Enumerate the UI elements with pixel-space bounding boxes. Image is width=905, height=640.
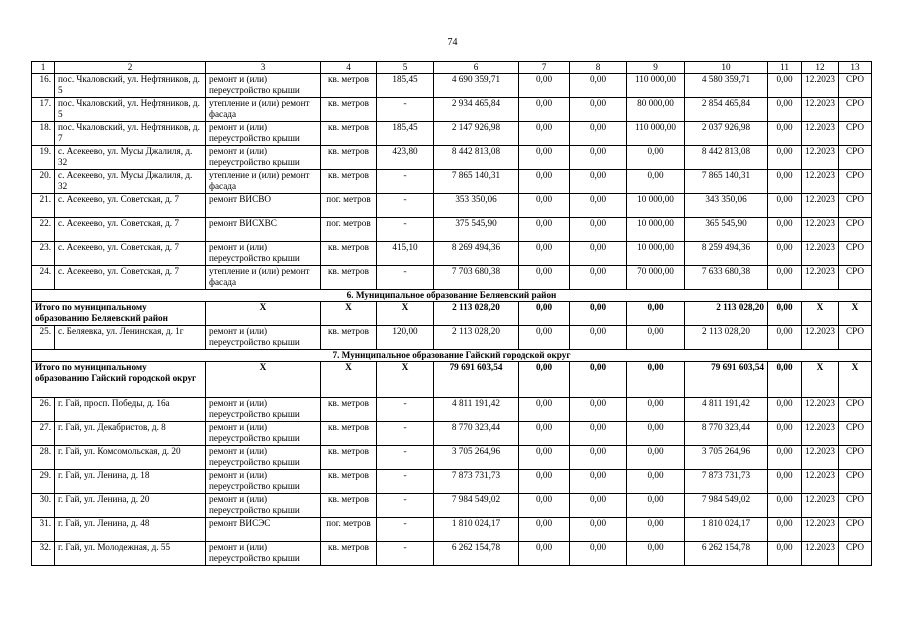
table-cell: утепление и (или) ремонт фасада (206, 170, 321, 194)
table-cell: - (377, 470, 434, 494)
column-number: 5 (377, 62, 434, 74)
table-cell: 415,10 (377, 242, 434, 266)
table-cell: с. Асекеево, ул. Мусы Джалиля, д. 32 (55, 170, 206, 194)
table-cell: 4 811 191,42 (434, 398, 519, 422)
table-cell: СРО (839, 170, 872, 194)
subtotal-cell: 79 691 603,54 (685, 362, 768, 398)
table-cell: 0,00 (519, 518, 570, 542)
subtotal-cell: 0,00 (768, 362, 802, 398)
table-cell: 0,00 (570, 542, 627, 566)
table-cell: СРО (839, 122, 872, 146)
table-cell: пог. метров (321, 194, 377, 218)
table-cell: 10 000,00 (627, 194, 685, 218)
table-cell: с. Асекеево, ул. Советская, д. 7 (55, 218, 206, 242)
table-cell: 4 811 191,42 (685, 398, 768, 422)
table-cell: 0,00 (519, 170, 570, 194)
table-cell: 0,00 (768, 146, 802, 170)
table-cell: пос. Чкаловский, ул. Нефтяников, д. 7 (55, 122, 206, 146)
table-cell: 0,00 (627, 494, 685, 518)
table-cell: СРО (839, 218, 872, 242)
table-cell: с. Асекеево, ул. Советская, д. 7 (55, 194, 206, 218)
table-cell: 0,00 (570, 494, 627, 518)
table-cell: утепление и (или) ремонт фасада (206, 266, 321, 290)
table-cell: ремонт и (или) переустройство крыши (206, 326, 321, 350)
table-cell: 0,00 (519, 542, 570, 566)
table-cell: 120,00 (377, 326, 434, 350)
subtotal-cell: 0,00 (570, 302, 627, 326)
table-cell: пог. метров (321, 218, 377, 242)
section-header (32, 350, 872, 362)
table-cell: 0,00 (768, 242, 802, 266)
column-number: 13 (839, 62, 872, 74)
table-cell: 12.2023 (802, 266, 839, 290)
table-cell: ремонт ВИСХВС (206, 218, 321, 242)
table-cell: 32. (32, 542, 55, 566)
table-cell: 12.2023 (802, 326, 839, 350)
table-cell: СРО (839, 146, 872, 170)
table-cell: 0,00 (627, 470, 685, 494)
table-cell: СРО (839, 422, 872, 446)
table-cell: 185,45 (377, 74, 434, 98)
table-cell: 8 259 494,36 (685, 242, 768, 266)
table-cell: 0,00 (519, 422, 570, 446)
table-row (32, 74, 872, 98)
table-cell: 29. (32, 470, 55, 494)
table-cell: 20. (32, 170, 55, 194)
table-cell: - (377, 98, 434, 122)
table-cell: пог. метров (321, 518, 377, 542)
table-cell: СРО (839, 98, 872, 122)
table-cell: 2 113 028,20 (685, 326, 768, 350)
table-cell: 0,00 (768, 398, 802, 422)
table-cell: 0,00 (768, 266, 802, 290)
table-cell: 8 770 323,44 (434, 422, 519, 446)
table-row (32, 146, 872, 170)
table-cell: кв. метров (321, 398, 377, 422)
table-cell: 12.2023 (802, 146, 839, 170)
table-cell: 23. (32, 242, 55, 266)
page-number: 74 (447, 37, 458, 48)
table-cell: 70 000,00 (627, 266, 685, 290)
table-cell: кв. метров (321, 494, 377, 518)
table-cell: 365 545,90 (685, 218, 768, 242)
table-cell: 0,00 (519, 122, 570, 146)
table-cell: 31. (32, 518, 55, 542)
subtotal-cell: 0,00 (627, 302, 685, 326)
table-cell: 6 262 154,78 (685, 542, 768, 566)
table-cell: 0,00 (570, 326, 627, 350)
table-cell: 0,00 (519, 398, 570, 422)
table-cell: 185,45 (377, 122, 434, 146)
subtotal-cell: 0,00 (627, 362, 685, 398)
table-cell: кв. метров (321, 266, 377, 290)
table-cell: 0,00 (570, 422, 627, 446)
table-cell: 6 262 154,78 (434, 542, 519, 566)
table-cell: СРО (839, 74, 872, 98)
column-number: 8 (570, 62, 627, 74)
table-row (32, 326, 872, 350)
subtotal-label: Итого по муниципальному образованию Беляевский район (32, 302, 206, 326)
subtotal-cell: 0,00 (768, 302, 802, 326)
table-cell: 353 350,06 (434, 194, 519, 218)
table-cell: пос. Чкаловский, ул. Нефтяников, д. 5 (55, 74, 206, 98)
table-cell: 7 865 140,31 (685, 170, 768, 194)
table-cell: 10 000,00 (627, 242, 685, 266)
table-cell: 0,00 (768, 98, 802, 122)
table-row (32, 422, 872, 446)
table-cell: 10 000,00 (627, 218, 685, 242)
table-cell: 7 633 680,38 (685, 266, 768, 290)
table-cell: 0,00 (768, 422, 802, 446)
table-cell: 0,00 (768, 194, 802, 218)
table-cell: 0,00 (519, 326, 570, 350)
table-cell: 0,00 (768, 170, 802, 194)
table-cell: с. Беляевка, ул. Ленинская, д. 1г (55, 326, 206, 350)
table-row (32, 446, 872, 470)
table-cell: 12.2023 (802, 98, 839, 122)
subtotal-cell: 0,00 (570, 362, 627, 398)
table-cell: 1 810 024,17 (434, 518, 519, 542)
table-cell: 8 269 494,36 (434, 242, 519, 266)
subtotal-cell: 0,00 (519, 302, 570, 326)
table-row (32, 122, 872, 146)
table-cell: г. Гай, ул. Декабристов, д. 8 (55, 422, 206, 446)
table-cell: ремонт ВИСЭС (206, 518, 321, 542)
table-cell: 0,00 (519, 146, 570, 170)
section-title: 6. Муниципальное образование Беляевский район (32, 290, 872, 302)
table-cell: пос. Чкаловский, ул. Нефтяников, д. 5 (55, 98, 206, 122)
subtotal-cell: Х (839, 302, 872, 326)
table-cell: СРО (839, 446, 872, 470)
table-cell: СРО (839, 194, 872, 218)
table-cell: СРО (839, 326, 872, 350)
table-cell: 0,00 (768, 218, 802, 242)
table-cell: 7 873 731,73 (685, 470, 768, 494)
table-cell: 1 810 024,17 (685, 518, 768, 542)
table-cell: 0,00 (627, 422, 685, 446)
table-cell: 0,00 (768, 494, 802, 518)
table-cell: 30. (32, 494, 55, 518)
table-row (32, 242, 872, 266)
table-cell: 7 703 680,38 (434, 266, 519, 290)
table-cell: с. Асекеево, ул. Советская, д. 7 (55, 242, 206, 266)
subtotal-cell: Х (377, 302, 434, 326)
table-cell: 0,00 (570, 194, 627, 218)
table-cell: - (377, 194, 434, 218)
table-cell: 0,00 (627, 146, 685, 170)
column-number: 1 (32, 62, 55, 74)
table-cell: - (377, 218, 434, 242)
table-cell: 16. (32, 74, 55, 98)
table-cell: кв. метров (321, 422, 377, 446)
table-cell: 375 545,90 (434, 218, 519, 242)
table-cell: - (377, 446, 434, 470)
table-cell: 343 350,06 (685, 194, 768, 218)
table-cell: 4 690 359,71 (434, 74, 519, 98)
table-cell: 0,00 (768, 518, 802, 542)
table-cell: 0,00 (519, 494, 570, 518)
table-cell: 110 000,00 (627, 74, 685, 98)
table-cell: 0,00 (570, 470, 627, 494)
table-cell: 25. (32, 326, 55, 350)
table-cell: кв. метров (321, 242, 377, 266)
table-cell: СРО (839, 542, 872, 566)
table-cell: 0,00 (768, 446, 802, 470)
subtotal-row (32, 302, 872, 326)
table-cell: - (377, 398, 434, 422)
table-cell: 12.2023 (802, 122, 839, 146)
column-number: 2 (55, 62, 206, 74)
table-cell: 12.2023 (802, 446, 839, 470)
table-cell: ремонт и (или) переустройство крыши (206, 398, 321, 422)
subtotal-label: Итого по муниципальному образованию Гайский городской округ (32, 362, 206, 398)
table-cell: 0,00 (627, 542, 685, 566)
table-cell: с. Асекеево, ул. Советская, д. 7 (55, 266, 206, 290)
table-cell: 7 865 140,31 (434, 170, 519, 194)
table-cell: г. Гай, ул. Ленина, д. 20 (55, 494, 206, 518)
table-cell: 0,00 (627, 518, 685, 542)
table-cell: 12.2023 (802, 74, 839, 98)
table-cell: ремонт и (или) переустройство крыши (206, 122, 321, 146)
section-title: 7. Муниципальное образование Гайский городской округ (32, 350, 872, 362)
subtotal-cell: Х (802, 362, 839, 398)
table-cell: 0,00 (519, 242, 570, 266)
table-cell: 0,00 (570, 398, 627, 422)
table-cell: 0,00 (627, 326, 685, 350)
table-row (32, 398, 872, 422)
column-number: 11 (768, 62, 802, 74)
table-cell: кв. метров (321, 98, 377, 122)
table-row (32, 470, 872, 494)
table-cell: - (377, 542, 434, 566)
table-cell: ремонт и (или) переустройство крыши (206, 446, 321, 470)
column-number: 10 (685, 62, 768, 74)
table-cell: ремонт и (или) переустройство крыши (206, 146, 321, 170)
table-cell: 12.2023 (802, 494, 839, 518)
table-cell: 12.2023 (802, 518, 839, 542)
table-cell: 0,00 (768, 470, 802, 494)
table-cell: 12.2023 (802, 194, 839, 218)
table-cell: 0,00 (768, 326, 802, 350)
table-cell: кв. метров (321, 170, 377, 194)
column-number: 4 (321, 62, 377, 74)
table-cell: ремонт и (или) переустройство крыши (206, 242, 321, 266)
table-cell: 0,00 (519, 446, 570, 470)
table-cell: ремонт и (или) переустройство крыши (206, 542, 321, 566)
table-cell: г. Гай, ул. Молодежная, д. 55 (55, 542, 206, 566)
table-cell: 0,00 (519, 470, 570, 494)
table-cell: 2 854 465,84 (685, 98, 768, 122)
table-cell: 0,00 (627, 170, 685, 194)
table-row (32, 518, 872, 542)
table-cell: 21. (32, 194, 55, 218)
table-cell: СРО (839, 242, 872, 266)
column-number: 6 (434, 62, 519, 74)
table-cell: 2 113 028,20 (434, 326, 519, 350)
subtotal-cell: Х (802, 302, 839, 326)
table-cell: 3 705 264,96 (434, 446, 519, 470)
table-cell: 27. (32, 422, 55, 446)
table-cell: 12.2023 (802, 398, 839, 422)
table-cell: г. Гай, ул. Комсомольская, д. 20 (55, 446, 206, 470)
table-cell: СРО (839, 398, 872, 422)
table-cell: 0,00 (570, 266, 627, 290)
column-number: 9 (627, 62, 685, 74)
table-cell: 0,00 (570, 74, 627, 98)
table-cell: 2 147 926,98 (434, 122, 519, 146)
table-cell: 0,00 (570, 146, 627, 170)
column-number: 7 (519, 62, 570, 74)
table-row (32, 494, 872, 518)
table-row (32, 194, 872, 218)
table-row (32, 98, 872, 122)
table-cell: 423,80 (377, 146, 434, 170)
subtotal-cell: Х (839, 362, 872, 398)
table-cell: - (377, 170, 434, 194)
table-cell: 0,00 (570, 122, 627, 146)
table-cell: 22. (32, 218, 55, 242)
subtotal-cell: 0,00 (519, 362, 570, 398)
column-number: 12 (802, 62, 839, 74)
table-cell: 24. (32, 266, 55, 290)
table-cell: кв. метров (321, 122, 377, 146)
table-cell: 2 934 465,84 (434, 98, 519, 122)
table-cell: 0,00 (519, 266, 570, 290)
table-cell: 12.2023 (802, 218, 839, 242)
table-cell: 8 442 813,08 (434, 146, 519, 170)
table-cell: 7 984 549,02 (685, 494, 768, 518)
table-cell: СРО (839, 470, 872, 494)
table-cell: ремонт и (или) переустройство крыши (206, 470, 321, 494)
table-cell: 2 037 926,98 (685, 122, 768, 146)
table-cell: ремонт и (или) переустройство крыши (206, 422, 321, 446)
table-cell: 0,00 (519, 98, 570, 122)
table-cell: 0,00 (570, 518, 627, 542)
table-cell: 17. (32, 98, 55, 122)
table-cell: кв. метров (321, 446, 377, 470)
table-row (32, 218, 872, 242)
table-cell: СРО (839, 518, 872, 542)
table-cell: ремонт ВИСВО (206, 194, 321, 218)
column-number: 3 (206, 62, 321, 74)
table-cell: 4 580 359,71 (685, 74, 768, 98)
table-cell: 18. (32, 122, 55, 146)
table-cell: 12.2023 (802, 422, 839, 446)
table-row (32, 266, 872, 290)
table-cell: г. Гай, ул. Ленина, д. 48 (55, 518, 206, 542)
subtotal-cell: 79 691 603,54 (434, 362, 519, 398)
subtotal-row (32, 362, 872, 398)
table-cell: 8 442 813,08 (685, 146, 768, 170)
table-cell: кв. метров (321, 146, 377, 170)
table-cell: 7 984 549,02 (434, 494, 519, 518)
capital-repair-table (31, 61, 872, 566)
subtotal-cell: 2 113 028,20 (685, 302, 768, 326)
table-cell: утепление и (или) ремонт фасада (206, 98, 321, 122)
table-cell: г. Гай, просп. Победы, д. 16а (55, 398, 206, 422)
table-cell: - (377, 494, 434, 518)
table-cell: 0,00 (570, 98, 627, 122)
table-cell: - (377, 422, 434, 446)
table-cell: 0,00 (519, 218, 570, 242)
table-cell: 110 000,00 (627, 122, 685, 146)
section-header (32, 290, 872, 302)
table-cell: г. Гай, ул. Ленина, д. 18 (55, 470, 206, 494)
table-cell: 0,00 (627, 398, 685, 422)
table-cell: 12.2023 (802, 542, 839, 566)
table-cell: 0,00 (768, 74, 802, 98)
table-cell: 3 705 264,96 (685, 446, 768, 470)
table-cell: СРО (839, 266, 872, 290)
table-cell: 8 770 323,44 (685, 422, 768, 446)
table-cell: 0,00 (768, 542, 802, 566)
table-cell: 12.2023 (802, 170, 839, 194)
table-cell: кв. метров (321, 542, 377, 566)
table-cell: 0,00 (519, 194, 570, 218)
table-cell: кв. метров (321, 326, 377, 350)
table-cell: 28. (32, 446, 55, 470)
subtotal-cell: Х (377, 362, 434, 398)
table-cell: ремонт и (или) переустройство крыши (206, 74, 321, 98)
table-cell: 0,00 (570, 446, 627, 470)
table-cell: 80 000,00 (627, 98, 685, 122)
subtotal-cell: Х (321, 362, 377, 398)
table-cell: 19. (32, 146, 55, 170)
table-cell: кв. метров (321, 74, 377, 98)
table-cell: 0,00 (768, 122, 802, 146)
table-cell: 7 873 731,73 (434, 470, 519, 494)
table-row (32, 170, 872, 194)
table-cell: 0,00 (570, 170, 627, 194)
table-cell: - (377, 518, 434, 542)
table-cell: 12.2023 (802, 470, 839, 494)
table-cell: 0,00 (570, 218, 627, 242)
subtotal-cell: Х (321, 302, 377, 326)
table-cell: ремонт и (или) переустройство крыши (206, 494, 321, 518)
table-cell: СРО (839, 494, 872, 518)
subtotal-cell: Х (206, 302, 321, 326)
table-cell: кв. метров (321, 470, 377, 494)
column-number-row (32, 62, 872, 74)
table-row (32, 542, 872, 566)
table-cell: 26. (32, 398, 55, 422)
table-cell: 0,00 (519, 74, 570, 98)
table-cell: 12.2023 (802, 242, 839, 266)
table-cell: 0,00 (627, 446, 685, 470)
table-cell: 0,00 (570, 242, 627, 266)
subtotal-cell: Х (206, 362, 321, 398)
table-cell: с. Асекеево, ул. Мусы Джалиля, д. 32 (55, 146, 206, 170)
subtotal-cell: 2 113 028,20 (434, 302, 519, 326)
table-cell: - (377, 266, 434, 290)
